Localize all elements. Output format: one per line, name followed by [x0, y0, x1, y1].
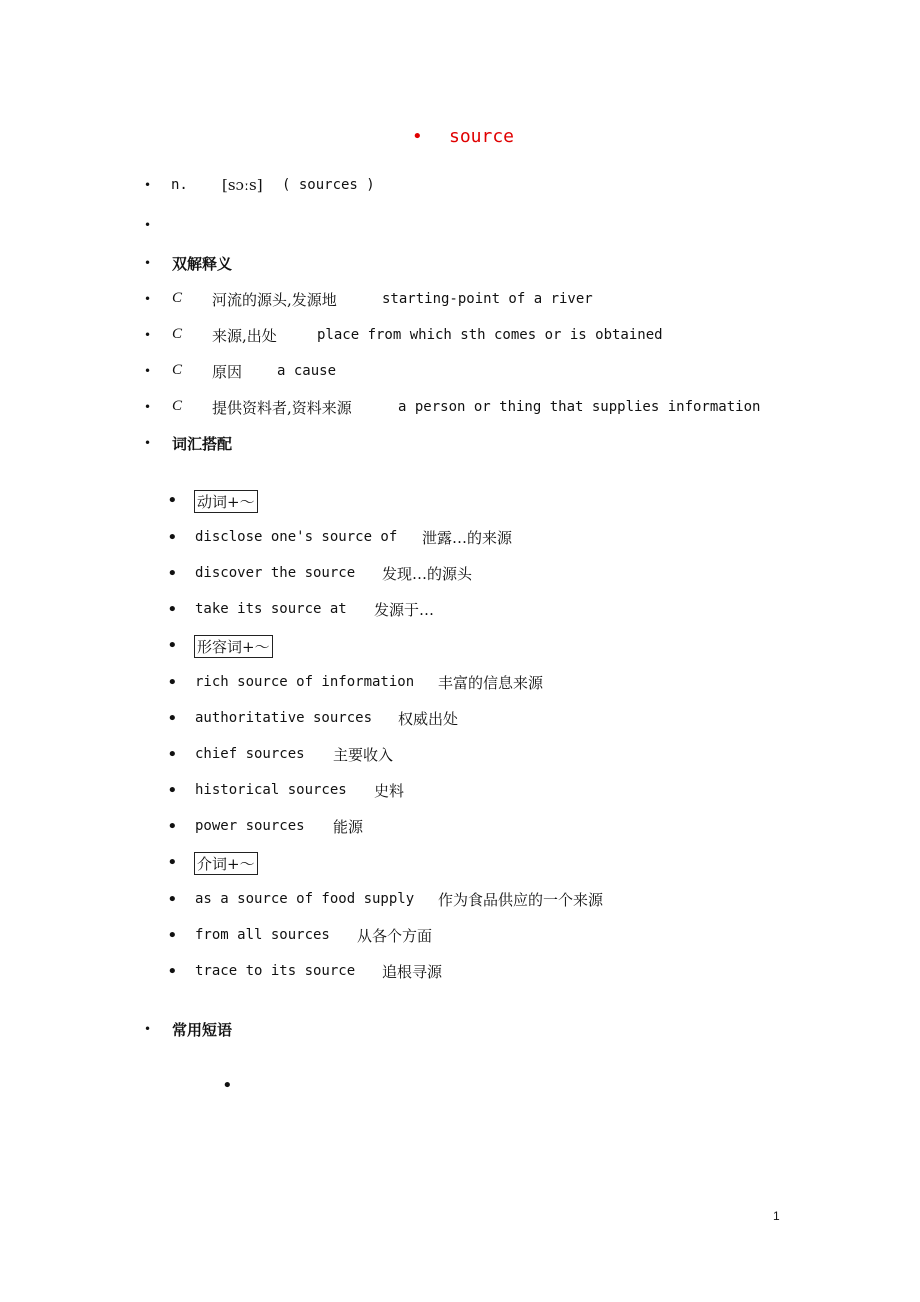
- section-heading-phrases: 常用短语: [172, 1021, 233, 1039]
- bullet: •: [167, 490, 178, 511]
- bullet: •: [144, 256, 152, 270]
- countable-marker: C: [172, 326, 183, 342]
- collocation-cn: 史料: [374, 782, 405, 800]
- collocation-cn: 主要收入: [333, 746, 394, 764]
- section-heading-definitions: 双解释义: [172, 255, 233, 273]
- bullet: •: [167, 744, 178, 765]
- countable-marker: C: [172, 398, 183, 414]
- collocation-cn: 从各个方面: [357, 927, 433, 945]
- definition-cn: 原因: [212, 363, 243, 381]
- collocation-en: from all sources: [195, 927, 330, 943]
- collocation-group-label: 介词+～: [194, 852, 258, 875]
- collocation-en: power sources: [195, 818, 305, 834]
- title-bullet: •: [412, 126, 423, 147]
- collocation-en: trace to its source: [195, 963, 356, 979]
- bullet: •: [167, 708, 178, 729]
- bullet: •: [144, 218, 152, 232]
- definition-cn: 河流的源头,发源地: [212, 291, 337, 309]
- bullet: •: [144, 178, 152, 192]
- countable-marker: C: [172, 362, 183, 378]
- definition-en: place from which sth comes or is obtained: [317, 327, 663, 343]
- bullet: •: [144, 328, 152, 342]
- bullet: •: [167, 780, 178, 801]
- collocation-cn: 权威出处: [398, 710, 459, 728]
- collocation-cn: 作为食品供应的一个来源: [438, 891, 604, 909]
- bullet: •: [144, 1022, 152, 1036]
- part-of-speech: n.: [171, 177, 188, 193]
- definition-cn: 来源,出处: [212, 327, 277, 345]
- collocation-en: as a source of food supply: [195, 891, 415, 907]
- bullet: •: [144, 364, 152, 378]
- bullet: •: [167, 527, 178, 548]
- collocation-cn: 丰富的信息来源: [438, 674, 544, 692]
- collocation-cn: 追根寻源: [382, 963, 443, 981]
- collocation-group-label: 形容词+～: [194, 635, 273, 658]
- collocation-cn: 发源于…: [374, 601, 435, 619]
- bullet: •: [167, 816, 178, 837]
- definition-cn: 提供资料者,资料来源: [212, 399, 352, 417]
- collocation-en: rich source of information: [195, 674, 415, 690]
- bullet: •: [167, 961, 178, 982]
- definition-en: a person or thing that supplies information: [398, 399, 761, 415]
- bullet: •: [144, 436, 152, 450]
- page-title: source: [449, 126, 515, 147]
- bullet: •: [167, 672, 178, 693]
- collocation-cn: 能源: [333, 818, 364, 836]
- definition-en: a cause: [277, 363, 337, 379]
- bullet: •: [167, 563, 178, 584]
- bullet: •: [167, 889, 178, 910]
- collocation-en: authoritative sources: [195, 710, 373, 726]
- collocation-en: chief sources: [195, 746, 305, 762]
- collocation-cn: 发现…的源头: [382, 565, 473, 583]
- bullet: •: [167, 925, 178, 946]
- plural-form: ( sources ): [282, 177, 375, 193]
- bullet: •: [167, 852, 178, 873]
- countable-marker: C: [172, 290, 183, 306]
- collocation-en: discover the source: [195, 565, 356, 581]
- definition-en: starting-point of a river: [382, 291, 593, 307]
- bullet: •: [144, 400, 152, 414]
- bullet: •: [167, 599, 178, 620]
- collocation-cn: 泄露…的来源: [422, 529, 513, 547]
- phonetic: [sɔːs]: [222, 176, 263, 194]
- bullet: •: [167, 635, 178, 656]
- bullet: •: [144, 292, 152, 306]
- collocation-en: historical sources: [195, 782, 347, 798]
- collocation-en: disclose one's source of: [195, 529, 398, 545]
- collocation-en: take its source at: [195, 601, 347, 617]
- page-number: 1: [773, 1209, 780, 1223]
- section-heading-collocations: 词汇搭配: [172, 435, 233, 453]
- collocation-group-label: 动词+～: [194, 490, 258, 513]
- bullet: •: [222, 1075, 233, 1096]
